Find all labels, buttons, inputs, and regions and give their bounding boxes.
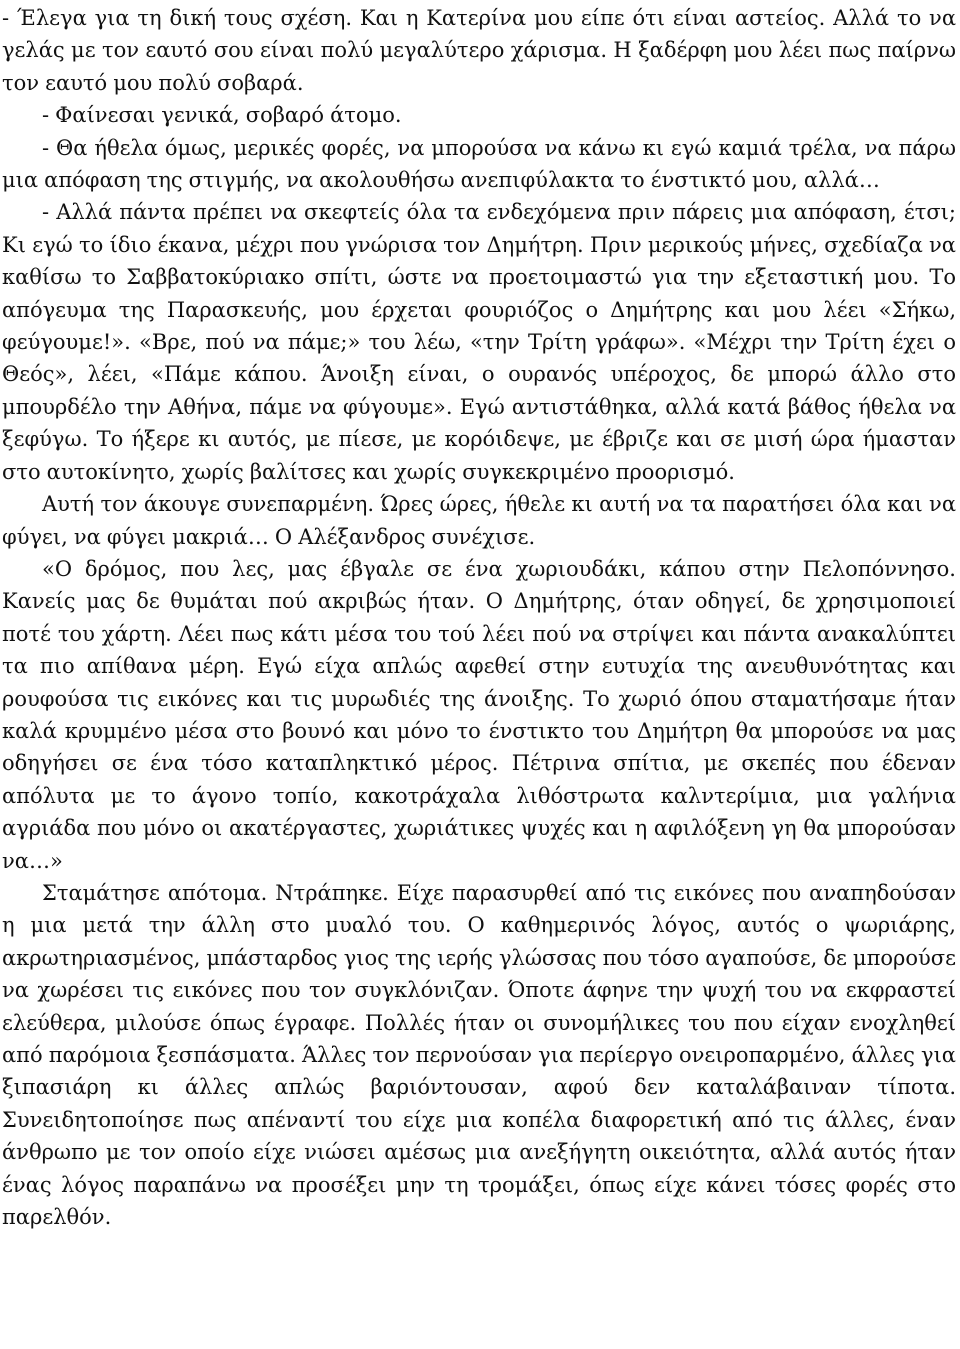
paragraph-3: - Θα ήθελα όμως, μερικές φορές, να μπορούσα να κάνω κι εγώ καμιά τρέλα, να πάρω μια απόφαση της στιγμής, να ακολουθήσω ανεπιφύλακτα το ένστικτό μου, αλλά… (2, 135, 956, 193)
paragraph-2: - Φαίνεσαι γενικά, σοβαρό άτομο. (42, 103, 402, 128)
paragraph-5: Αυτή τον άκουγε συνεπαρμένη. Ώρες ώρες, ήθελε κι αυτή να τα παρατήσει όλα και να φύγει, να φύγει μακριά… Ο Αλέξανδρος συνέχισε. (2, 492, 956, 549)
paragraph-6: «Ο δρόμος, που λες, μας έβγαλε σε ένα χωριουδάκι, κάπου στην Πελοπόννησο. Κανείς μας δε θυμάται πού ακριβώς ήταν. Ο Δημήτρης, όταν οδηγεί, δε χρησιμοποιεί ποτέ του χάρτη. Λέει πως κάτι μέσα του τού λέει πού να στρίψει και πάντα ανακαλύπτει τα πιο απίθανα μέρη. Εγώ είχα απλώς αφεθεί στην ευτυχία της ανευθυνότητας και ρουφούσα τις εικόνες και τις μυρωδιές της άνοιξης. Το χωριό όπου σταματήσαμε ήταν καλά κρυμμένο μέσα στο βουνό και μόνο το ένστικτο του Δημήτρη θα μπορούσε να μας οδηγήσει σε ένα τόσο καταπληκτικό μέρος. Πέτρινα σπίτια, με σκεπές που έδεναν απόλυτα με το άγονο τοπίο, κακοτράχαλα λιθόστρωτα καλντερίμια, μια γαλήνια αγριάδα που μόνο οι ακατέργαστες, χωριάτικες ψυχές και η αφιλόξενη γη θα μπορούσαν να…» (2, 556, 956, 873)
paragraph-7: Σταμάτησε απότομα. Ντράπηκε. Είχε παρασυρθεί από τις εικόνες που αναπηδούσαν η μια μετά την άλλη στο μυαλό του. Ο καθημερινός λόγος, αυτός ο ψωριάρης, ακρωτηριασμένος, μπάσταρδος γιος της ιερής γλώσσας που τόσο αγαπούσε, δε μπορούσε να χωρέσει τις εικόνες που τον συγκλόνιζαν. Όποτε άφηνε την ψυχή του να εκφραστεί ελεύθερα, μιλούσε όπως έγραφε. Πολλές ήταν οι συνομήλικες του που είχαν ενοχληθεί από παρόμοια ξεσπάσματα. Άλλες τον περνούσαν για περίεργο ονειροπαρμένο, άλλες για ξιπασιάρη κι άλλες απλώς βαριόντουσαν, αφού δεν καταλάβαιναν τίποτα. Συνειδητοποίησε πως απέναντί του είχε μια κοπέλα διαφορετική από τις άλλες, έναν άνθρωπο με τον οποίο είχε νιώσει αμέσως μια ανεξήγητη οικειότητα, αλλά αυτός ήταν ένας λόγος παραπάνω να προσέξει μην τη τρομάξει, όπως είχε κάνει τόσες φορές στο παρελθόν. (2, 880, 956, 1230)
paragraph-4: - Αλλά πάντα πρέπει να σκεφτείς όλα τα ενδεχόμενα πριν πάρεις μια απόφαση, έτσι; Κι εγώ το ίδιο έκανα, μέχρι που γνώρισα τον Δημήτρη. Πριν μερικούς μήνες, σχεδίαζα να καθίσω το Σαββατοκύριακο σπίτι, ώστε να προετοιμαστώ για την εξεταστική μου. Το απόγευμα της Παρασκευής, μου έρχεται φουριόζος ο Δημήτρης και μου λέει «Σήκω, φεύγουμε!». «Βρε, πού να πάμε;» του λέω, «την Τρίτη γράφω». «Μέχρι την Τρίτη έχει ο Θεός», λέει, «Πάμε κάπου. Άνοιξη είναι, ο ουρανός υπέροχος, δε μπορώ άλλο στο μπουρδέλο την Αθήνα, πάμε να φύγουμε». Εγώ αντιστάθηκα, αλλά κατά βάθος ήθελα να ξεφύγω. Το ήξερε κι αυτός, με πίεσε, με κορόιδεψε, με έβριζε και σε μισή ώρα ήμασταν στο αυτοκίνητο, χωρίς βαλίτσες και χωρίς συγκεκριμένο προορισμό. (2, 200, 956, 484)
paragraph-1: - Έλεγα για τη δική τους σχέση. Και η Κατερίνα μου είπε ότι είναι αστείος. Αλλά το να γελάς με τον εαυτό σου είναι πολύ μεγαλύτερο χάρισμα. Η ξαδέρφη μου λέει πως παίρνω τον εαυτό μου πολύ σοβαρά. (2, 6, 956, 95)
